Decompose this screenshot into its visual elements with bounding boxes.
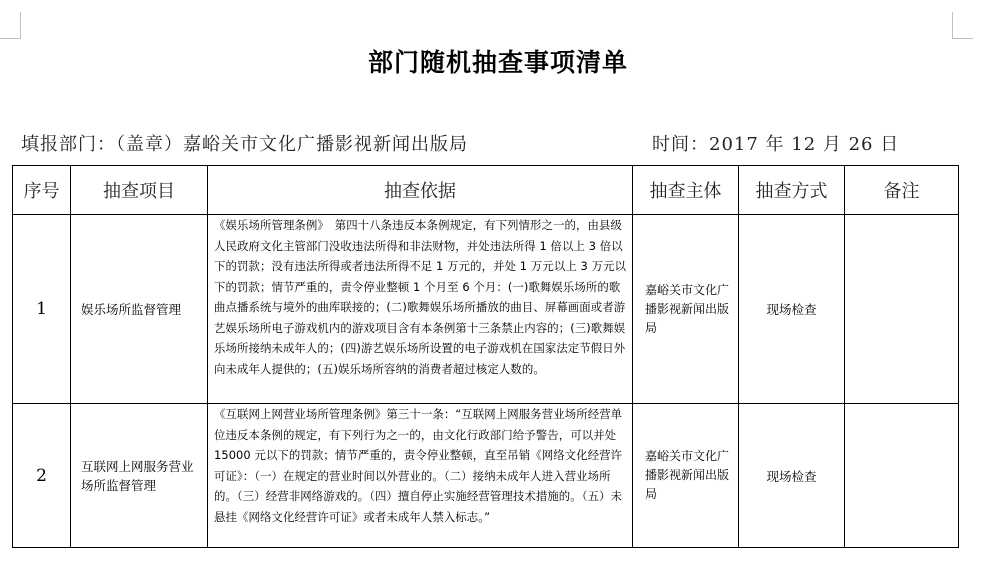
page-corner-mark-right	[952, 12, 973, 39]
document-title: 部门随机抽查事项清单	[367, 48, 628, 77]
header-note: 备注	[845, 166, 959, 215]
row-method: 现场检查	[739, 215, 845, 404]
table-row	[13, 404, 959, 548]
row-note	[845, 404, 959, 548]
table-header-row	[13, 166, 959, 215]
row-index: 2	[13, 404, 71, 548]
row-item: 互联网上网服务营业场所监督管理	[71, 404, 208, 548]
row-method: 现场检查	[739, 404, 845, 548]
header-subject: 抽查主体	[633, 166, 739, 215]
header-basis: 抽查依据	[208, 166, 633, 215]
row-item: 娱乐场所监督管理	[71, 215, 208, 404]
row-basis: 《娱乐场所管理条例》 第四十八条违反本条例规定，有下列情形之一的，由县级人民政府文化主管部门没收违法所得和非法财物，并处违法所得 1 倍以上 3 倍以下的罚款；没有违法所得或者违法所得不足 1 万元的，并处 1 万元以上 3 万元以下的罚款；情节严重的，责令停业整顿 1 个月至 6 个月：(一)歌舞娱乐场所的歌曲点播系统与境外的曲库联接的；(二)歌舞娱乐场所播放的曲目、屏幕画面或者游艺娱乐场所电子游戏机内的游戏项目含有本条例第十三条禁止内容的；(三)歌舞娱乐场所接纳未成年人的；(四)游艺娱乐场所设置的电子游戏机在国家法定节假日外向未成年人提供的；(五)娱乐场所容纳的消费者超过核定人数的。	[208, 215, 633, 404]
row-note	[845, 215, 959, 404]
department-line: 填报部门：（盖章）嘉峪关市文化广播影视新闻出版局	[21, 134, 468, 155]
inspection-table	[12, 165, 959, 548]
page-corner-mark-left	[0, 12, 21, 39]
row-subject: 嘉峪关市文化广播影视新闻出版局	[633, 215, 739, 404]
header-index: 序号	[13, 166, 71, 215]
table-row	[13, 215, 959, 404]
row-index: 1	[13, 215, 71, 404]
date-line: 时间：2017 年 12 月 26 日	[652, 134, 900, 155]
row-subject: 嘉峪关市文化广播影视新闻出版局	[633, 404, 739, 548]
header-item: 抽查项目	[71, 166, 208, 215]
header-method: 抽查方式	[739, 166, 845, 215]
row-basis: 《互联网上网营业场所管理条例》第三十一条：“互联网上网服务营业场所经营单位违反本条例的规定，有下列行为之一的，由文化行政部门给予警告，可以并处 15000 元以下的罚款；情节严重的，责令停业整顿，直至吊销《网络文化经营许可证》：（一）在规定的营业时间以外营业的。（二）接纳未成年人进入营业场所的。（三）经营非网络游戏的。（四）擅自停止实施经营管理技术措施的。（五）未悬挂《网络文化经营许可证》或者未成年人禁入标志。”	[208, 404, 633, 548]
